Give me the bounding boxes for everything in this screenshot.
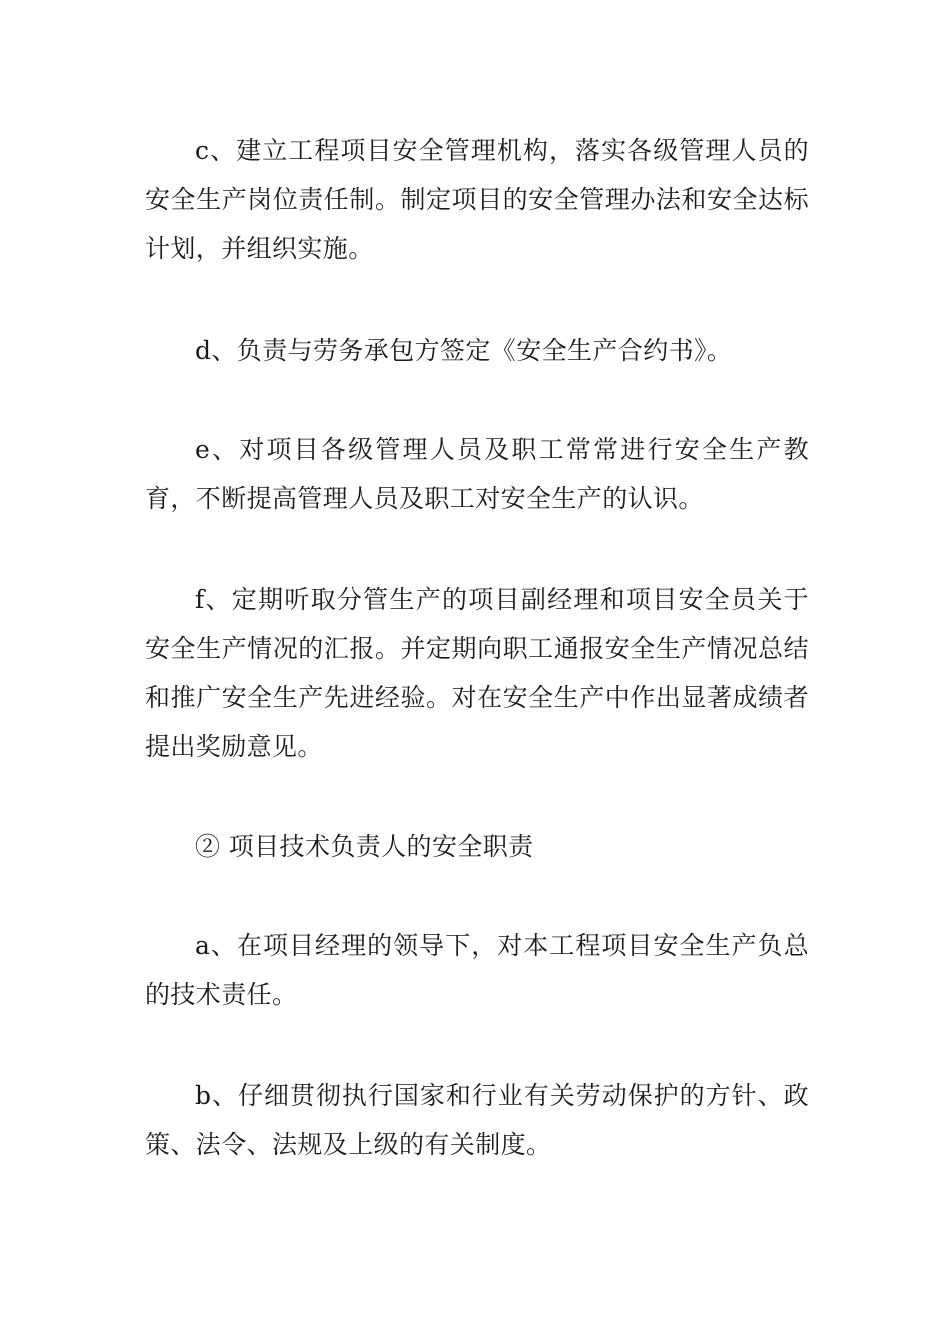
paragraph-b-policy-implementation: b、仔细贯彻执行国家和行业有关劳动保护的方针、政策、法令、法规及上级的有关制度。 <box>145 1081 809 1159</box>
paragraph-e-safety-education: e、对项目各级管理人员及职工常常进行安全生产教育，不断提高管理人员及职工对安全生产的认识。 <box>145 435 809 513</box>
paragraph-d-safety-contract: d、负责与劳务承包方签定《安全生产合约书》。 <box>195 336 733 365</box>
paragraph-f-safety-reports: f、定期听取分管生产的项目副经理和项目安全员关于安全生产情况的汇报。并定期向职工通报安全生产情况总结和推广安全生产先进经验。对在安全生产中作出显著成绩者提出奖励意见。 <box>145 585 809 761</box>
section-heading-technical-lead-duties: ② 项目技术负责人的安全职责 <box>195 832 534 861</box>
paragraph-a-technical-responsibility: a、在项目经理的领导下，对本工程项目安全生产负总的技术责任。 <box>145 931 809 1009</box>
paragraph-c-safety-organization: c、建立工程项目安全管理机构，落实各级管理人员的安全生产岗位责任制。制定项目的安全管理办法和安全达标计划，并组织实施。 <box>145 136 809 263</box>
